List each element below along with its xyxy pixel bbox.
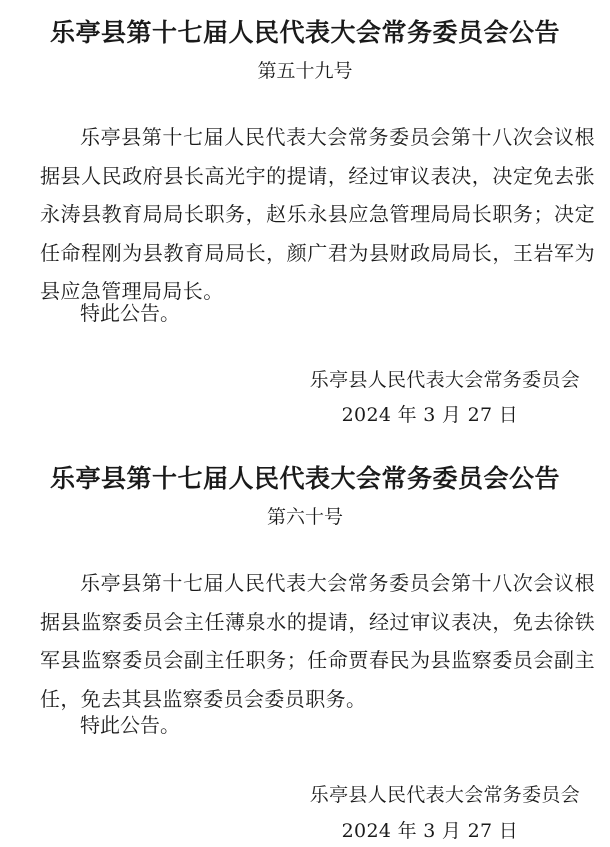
announcement-closing: 特此公告。 xyxy=(80,301,180,325)
issue-date: 2024 年 3 月 27 日 xyxy=(341,404,518,426)
announcement-title: 乐亭县第十七届人民代表大会常务委员会公告 xyxy=(49,18,560,47)
issuer-signature: 乐亭县人民代表大会常务委员会 xyxy=(309,369,580,391)
announcement-number: 第五十九号 xyxy=(257,60,353,82)
announcement-title: 乐亭县第十七届人民代表大会常务委员会公告 xyxy=(49,464,560,493)
announcement-body: 乐亭县第十七届人民代表大会常务委员会第十八次会议根据县人民政府县长高光宇的提请，经过审议表决，决定免去张永涛县教育局局长职务，赵乐永县应急管理局局长职务；决定任命程刚为县教育局局长，颜广君为县财政局局长，王岩军为县应急管理局局长。 xyxy=(40,125,595,303)
announcement-closing: 特此公告。 xyxy=(80,713,180,737)
issue-date: 2024 年 3 月 27 日 xyxy=(341,820,518,842)
issuer-signature: 乐亭县人民代表大会常务委员会 xyxy=(309,784,580,806)
announcement-number: 第六十号 xyxy=(266,506,343,528)
announcement-body: 乐亭县第十七届人民代表大会常务委员会第十八次会议根据县监察委员会主任薄泉水的提请，经过审议表决，免去徐铁军县监察委员会副主任职务；任命贾春民为县监察委员会副主任，免去其县监察委员会委员职务。 xyxy=(40,571,595,711)
